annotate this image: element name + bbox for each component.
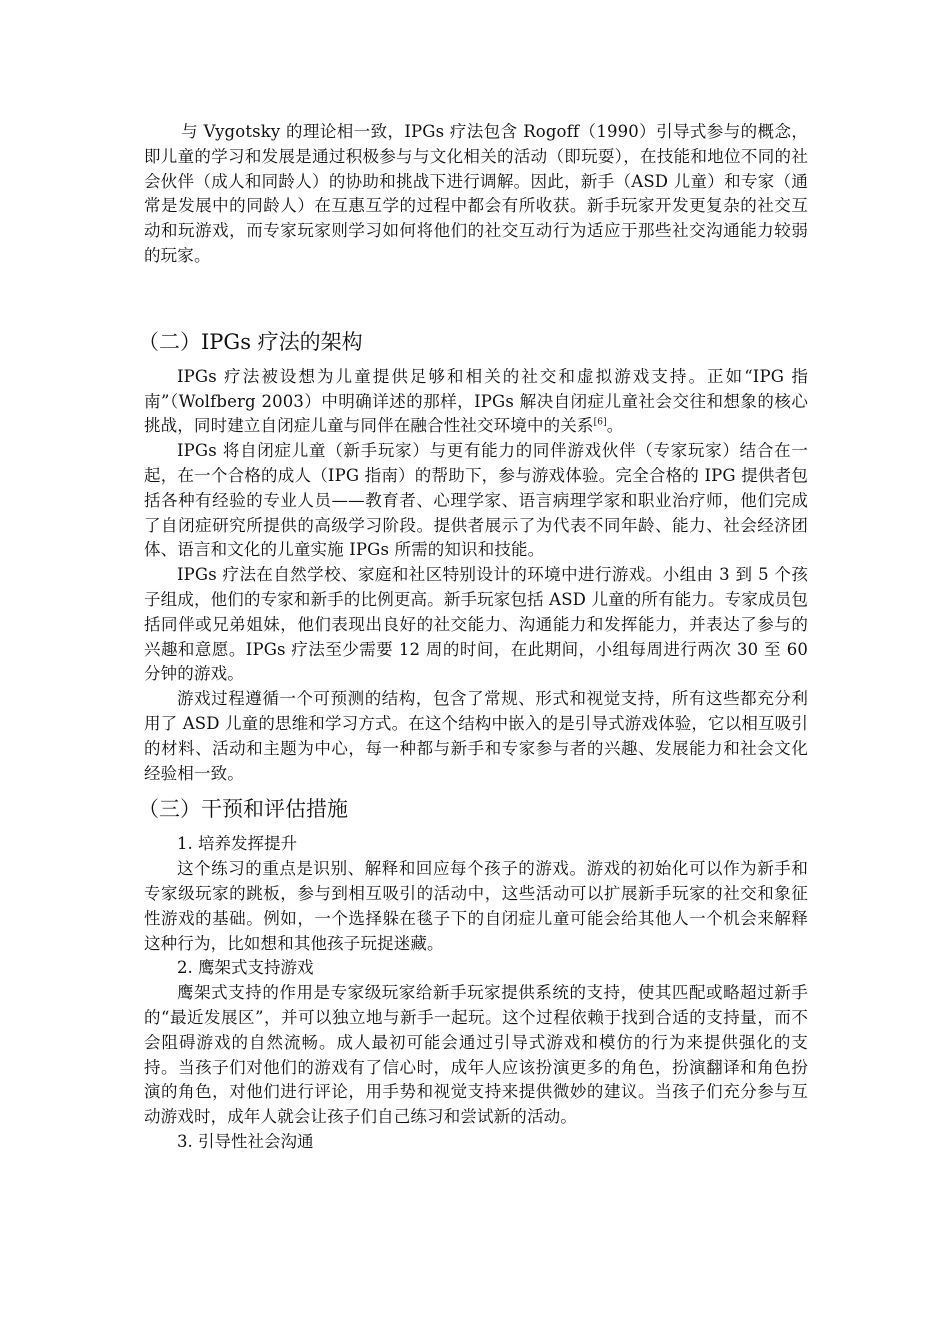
intro-paragraph: 与 Vygotsky 的理论相一致，IPGs 疗法包含 Rogoff（1990）引导式参与的概念，即儿童的学习和发展是通过积极参与与文化相关的活动（即玩耍），在技能和地位不同的社会伙伴（成人和同龄人）的协助和挑战下进行调解。因此，新手（ASD 儿童）和专家（通常是发展中的同龄人）在互惠互学的过程中都会有所收获。新手玩家开发更复杂的社交互动和玩游戏，而专家玩家则学习如何将他们的社交互动行为适应于那些社交沟通能力较弱的玩家。	[144, 122, 808, 265]
spacer	[144, 269, 808, 327]
subheading-1: 1. 培养发挥提升	[177, 834, 297, 854]
spacer	[144, 357, 808, 365]
citation-6: [6]	[593, 417, 607, 428]
architecture-paragraph-2: IPGs 将自闭症儿童（新手玩家）与更有能力的同伴游戏伙伴（专家玩家）结合在一起，在一个合格的成人（IPG 指南）的帮助下，参与游戏体验。完全合格的 IPG 提供者包括各种有经验的专业人员——教育者、心理学家、语言病理学家和职业治疗师，他们完成了自闭症研究所提供的高级学习阶段。提供者展示了为代表不同年龄、能力、社会经济团体、语言和文化的儿童实施 IPGs 所需的知识和技能。	[144, 441, 808, 560]
section-heading-architecture: （二）IPGs 疗法的架构	[138, 329, 363, 354]
paragraph-end: 。	[606, 416, 624, 436]
subheading-2: 2. 鹰架式支持游戏	[177, 958, 314, 978]
architecture-paragraph-4: 游戏过程遵循一个可预测的结构，包含了常规、形式和视觉支持，所有这些都充分利用了 ASD 儿童的思维和学习方式。在这个结构中嵌入的是引导式游戏体验，它以相互吸引的材料、活动和主题为中心，每一种都与新手和专家参与者的兴趣、发展能力和社会文化经验相一致。	[144, 689, 808, 783]
section-heading-intervention: （三）干预和评估措施	[138, 797, 348, 822]
subheading-3: 3. 引导性社会沟通	[177, 1131, 314, 1151]
spacer	[144, 824, 808, 832]
intervention-paragraph-1: 这个练习的重点是识别、解释和回应每个孩子的游戏。游戏的初始化可以作为新手和专家级玩家的跳板，参与到相互吸引的活动中，这些活动可以扩展新手玩家的社交和象征性游戏的基础。例如，一个选择躲在毯子下的自闭症儿童可能会给其他人一个机会来解释这种行为，比如想和其他孩子玩捉迷藏。	[144, 859, 808, 953]
architecture-paragraph-1	[144, 365, 808, 439]
architecture-paragraph-3: IPGs 疗法在自然学校、家庭和社区特别设计的环境中进行游戏。小组由 3 到 5 个孩子组成，他们的专家和新手的比例更高。新手玩家包括 ASD 儿童的所有能力。专家成员包括同伴或兄弟姐妹，他们表现出良好的社交能力、沟通能力和发挥能力，并表达了参与的兴趣和意愿。IPGs 疗法至少需要 12 周的时间，在此期间，小组每周进行两次 30 至 60 分钟的游戏。	[144, 565, 808, 684]
paragraph-text: IPGs 疗法被设想为儿童提供足够和相关的社交和虚拟游戏支持。正如“IPG 指南”（Wolfberg 2003）中明确详述的那样，IPGs 解决自闭症儿童社会交往和想象的核心挑战，同时建立自闭症儿童与同伴在融合性社交环境中的关系	[144, 366, 808, 436]
intervention-paragraph-2: 鹰架式支持的作用是专家级玩家给新手玩家提供系统的支持，使其匹配或略超过新手的“最近发展区”，并可以独立地与新手一起玩。这个过程依赖于找到合适的支持量，而不会阻碍游戏的自然流畅。成人最初可能会通过引导式游戏和模仿的行为来提供强化的支持。当孩子们对他们的游戏有了信心时，成年人应该扮演更多的角色，扮演翻译和角色扮演的角色，对他们进行评论，用手势和视觉支持来提供微妙的建议。当孩子们充分参与互动游戏时，成年人就会让孩子们自己练习和尝试新的活动。	[144, 983, 808, 1127]
spacer	[144, 786, 808, 794]
document-page	[138, 120, 808, 1155]
